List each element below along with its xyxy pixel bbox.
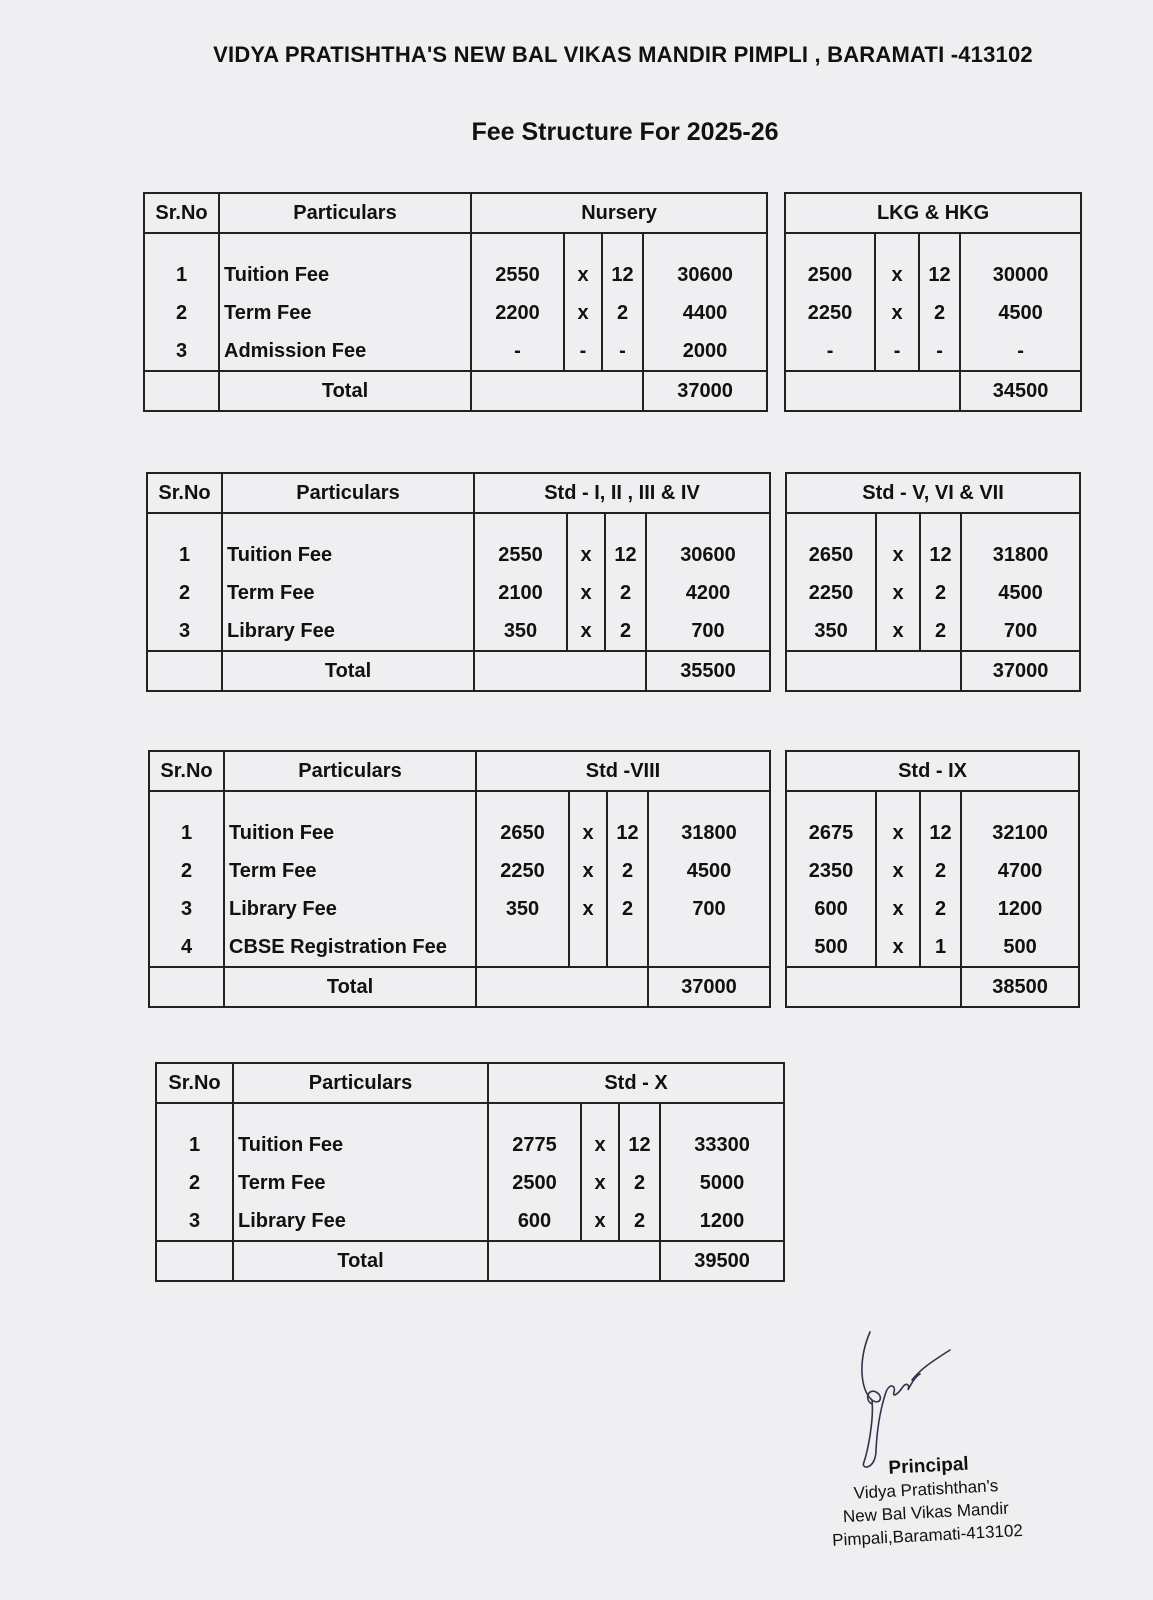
principal-org-line2: New Bal Vikas Mandir bbox=[842, 1498, 1010, 1527]
srno-header: Sr.No bbox=[144, 193, 219, 233]
fee-table-std-8-9 bbox=[148, 750, 1080, 1008]
lkg-hkg-total: 34500 bbox=[960, 371, 1081, 411]
std-9-total: 38500 bbox=[961, 967, 1079, 1007]
srno-header: Sr.No bbox=[149, 751, 224, 791]
fee-table-std-1-to-7 bbox=[146, 472, 1081, 692]
table-row: 2 Term Fee 2100 x 2 4200 2250 x 2 4500 bbox=[147, 574, 1080, 612]
std-5-7-header: Std - V, VI & VII bbox=[786, 473, 1080, 513]
std-1-4-total: 35500 bbox=[646, 651, 770, 691]
table-row: 3 Admission Fee - - - 2000 - - - - bbox=[144, 332, 1081, 371]
particulars-header: Particulars bbox=[224, 751, 476, 791]
lkg-hkg-header: LKG & HKG bbox=[785, 193, 1081, 233]
table-row: 1 Tuition Fee 2550 x 12 30600 2650 x 12 31800 bbox=[147, 536, 1080, 574]
principal-address: Pimpali,Baramati-413102 bbox=[831, 1520, 1024, 1550]
table-row: 1 Tuition Fee 2775 x 12 33300 bbox=[156, 1126, 784, 1164]
particulars-header: Particulars bbox=[219, 193, 471, 233]
table-row: 2 Term Fee 2200 x 2 4400 2250 x 2 4500 bbox=[144, 294, 1081, 332]
std-10-header: Std - X bbox=[488, 1063, 784, 1103]
total-row: Total 37000 34500 bbox=[144, 371, 1081, 411]
std-1-4-header: Std - I, II , III & IV bbox=[474, 473, 770, 513]
fee-structure-title: Fee Structure For 2025-26 bbox=[471, 118, 779, 146]
fee-table-nursery-lkg-hkg bbox=[143, 192, 1082, 412]
table-row: 1 Tuition Fee 2550 x 12 30600 2500 x 12 30000 bbox=[144, 256, 1081, 294]
table-row: 2 Term Fee 2500 x 2 5000 bbox=[156, 1164, 784, 1202]
total-row: Total 37000 38500 bbox=[149, 967, 1079, 1007]
table-row: 1 Tuition Fee 2650 x 12 31800 2675 x 12 32100 bbox=[149, 814, 1079, 852]
std-5-7-total: 37000 bbox=[961, 651, 1080, 691]
total-row: Total 35500 37000 bbox=[147, 651, 1080, 691]
particulars-header: Particulars bbox=[233, 1063, 488, 1103]
table-row: 4 CBSE Registration Fee 500 x 1 500 bbox=[149, 928, 1079, 967]
principal-signature bbox=[850, 1330, 970, 1470]
srno-header: Sr.No bbox=[147, 473, 222, 513]
std-8-header: Std -VIII bbox=[476, 751, 770, 791]
fee-table-std-10 bbox=[155, 1062, 785, 1282]
principal-org-line1: Vidya Pratishthan's bbox=[853, 1476, 999, 1503]
table-row: 3 Library Fee 350 x 2 700 600 x 2 1200 bbox=[149, 890, 1079, 928]
table-row: 3 Library Fee 350 x 2 700 350 x 2 700 bbox=[147, 612, 1080, 651]
nursery-total: 37000 bbox=[643, 371, 767, 411]
total-row: Total 39500 bbox=[156, 1241, 784, 1281]
table-row: 2 Term Fee 2250 x 2 4500 2350 x 2 4700 bbox=[149, 852, 1079, 890]
nursery-header: Nursery bbox=[471, 193, 767, 233]
srno-header: Sr.No bbox=[156, 1063, 233, 1103]
principal-title: Principal bbox=[887, 1453, 970, 1479]
std-8-total: 37000 bbox=[648, 967, 770, 1007]
particulars-header: Particulars bbox=[222, 473, 474, 513]
table-row: 3 Library Fee 600 x 2 1200 bbox=[156, 1202, 784, 1241]
std-9-header: Std - IX bbox=[786, 751, 1079, 791]
principal-stamp bbox=[828, 1447, 1072, 1551]
school-name: VIDYA PRATISHTHA'S NEW BAL VIKAS MANDIR PIMPLI , BARAMATI -413102 bbox=[213, 42, 1033, 67]
std-10-total: 39500 bbox=[660, 1241, 784, 1281]
